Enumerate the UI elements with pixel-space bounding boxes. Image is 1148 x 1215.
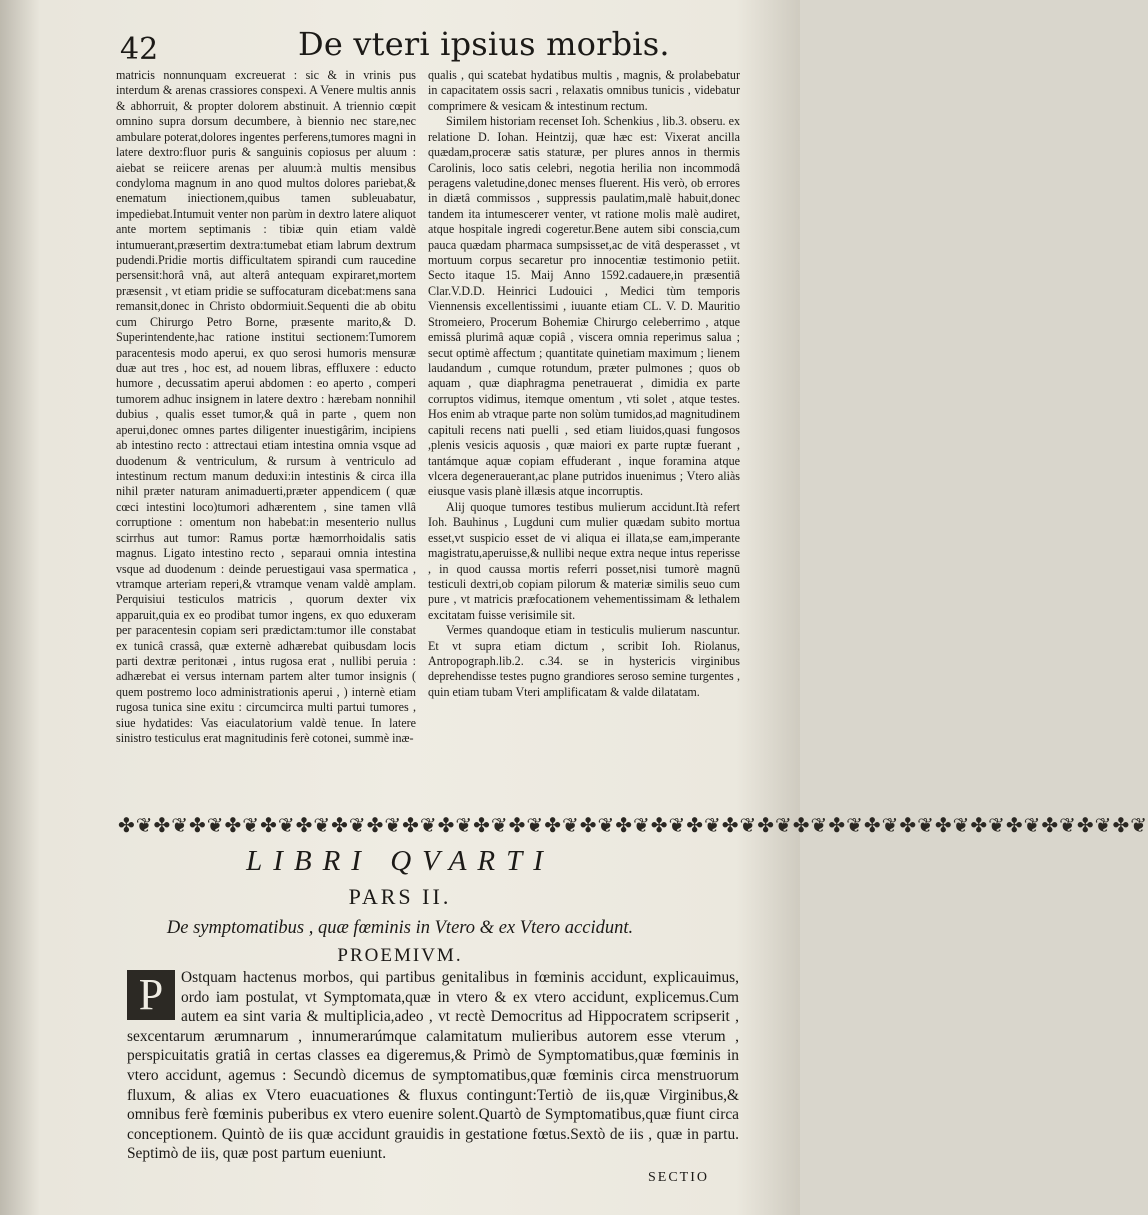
- page-header: [115, 22, 755, 72]
- running-title: De vteri ipsius morbis.: [298, 25, 670, 63]
- right-paragraph: Vermes quandoque etiam in testiculis mulierum nascuntur. Et vt supra etiam dictum , scribit Ioh. Riolanus, Antropograph.lib.2. c.34. se in hystericis virginibus deprehendisse testes pugno grandiores seroso semine turgentes , quin etiam tubam Vteri amplificatam & valde dilatatam.: [428, 623, 740, 699]
- left-column: [116, 68, 416, 747]
- page-number: 42: [120, 32, 159, 67]
- decorated-initial: [127, 970, 175, 1020]
- right-column: [428, 68, 740, 700]
- right-paragraph: Alij quoque tumores testibus mulierum accidunt.Ità refert Ioh. Bauhinus , Lugduni cum mulier quædam subito mortua esset,vt suspicio esset de vi aliqua ei illata,se eam,imperante magistratu,aperuisse,& nullibi neque extra neque intus reperisse , in quod caussa mortis referri posset,nisi tumorè magnū testiculi dextri,ob copiam pilorum & materiæ similis seuo cum pure , vt matricis præfocationem vehementissimam & lethalem excitatam fuisse verisimile sit.: [428, 499, 740, 622]
- part-subtitle: De symptomatibus , quæ fœminis in Vtero & ex Vtero accidunt.: [166, 918, 634, 938]
- catchword: SECTIO: [648, 1170, 709, 1185]
- part-heading: PARS II.: [348, 884, 452, 909]
- initial-letter: P: [138, 970, 164, 1019]
- proemium-paragraph: Ostquam hactenus morbos, qui partibus genitalibus in fœminis accidunt, explicauimus, ordo iam postulat, vt Symptomata,quæ in vtero & ex vtero accidunt, explicemus.Cum autem ea sint varia & multiplicia,adeo , vt rectè Democritus ad Hippocratem scripserit , sexcentarum ærumnarum , innumerarúmque calamitatum mulieribus autorem esse vterum , perspicuitatis gratiâ in certas classes ea digeremus,& Primò de Symptomatibus,quæ fœminis in vtero accidunt, agemus : Secundò dicemus de symptomatibus,quæ fœminis circa menstruorum fluxum, & alias ex Vtero euacuationes & fluxus contingunt:Tertiò de iis,quæ Virginibus,& omnibus ferè fœminis puberibus ex vtero euenire solent.Quartò de Symptomatibus,quæ fiunt circa conceptionem. Quintò de iis quæ accidunt grauidis in gestatione fœtus.Sextò de iis , quæ in partu. Septimò de iis, quæ post partum eueniunt.: [127, 969, 739, 1163]
- fleuron-ornament-band: ✤❦✤❦✤❦✤❦✤❦✤❦✤❦✤❦✤❦✤❦✤❦✤❦✤❦✤❦✤❦✤❦✤❦✤❦✤❦✤❦✤❦✤❦✤❦✤❦✤❦✤❦✤❦✤❦✤❦: [118, 813, 1148, 837]
- left-paragraph: matricis nonnunquam excreuerat : sic & in vrinis pus interdum & arenas crassiores conspexi. A Venere multis annis & abhorruit, & propter dolorem abstinuit. A triennio cœpit omnino supra dorsum decumbere, à biennio nec stare,nec ambulare poterat,dolores ingentes perferens,tumores magni in latere dextro:fluor puris & sanguinis copiosus per aluum : aiebat se reiicere arenas per aluum:à multis mensibus condyloma magnum in ano quod multos dolores pariebat,& enematum iniectionem,quibus tamen subleuabatur, impediebat.Intumuit venter non parùm in dextro latere aliquot ante mortem septimanis : tibiæ quin etiam valdè intumuerant,præsertim dextra:tumebat etiam labrum dextrum pudendi.Pridie mortis difficultatem spirandi cum raucedine persensit:horâ vnâ, aut alterâ antequam expiraret,mortem præsensit , vt etiam pridie se suffocaturam dicebat:mens sana remansit,donec in Christo obdormiuit.Sequenti die ab obitu cum Chirurgo Petro Borne, præsente marito,& D. Superintendente,hac ratione institui sectionem:Tumorem paracentesis modo aperui, ex quo serosi humoris mensuræ duæ aut tres , hoc est, ad nouem libras, effluxere : educto humore , decussatim aperui abdomen : eo aperto , comperi tumorem adhuc insignem in latere dextro : hærebam nonnihil dubius , qualis esset tumor,& quâ in parte , quem non aperui,donec omnes partes diligenter inuestigârim, incipiens ab intestino recto : attrectaui etiam intestina omnia vsque ad duodenum & ventriculum, & rursum à ventriculo ad intestinum rectum manum deduxi:in intestinis & circa illa nihil præter naturam animaduerti,præter appendicem ( quæ cœci intestini loco)tumori adhærentem , sine tamen vllâ corruptione : omentum non habebat:in mesenterio nullus scirrhus aut tumor: Ramus portæ hæmorrhoidalis satis magnus. Ligato intestino recto , separaui omnia intestina vsque ad duodenum : deinde peruestigaui vasa spermatica , vtramque arteriam reperi,& vtramque venam valdè amplam. Perquisiui testiculos matricis , quorum dexter vix apparuit,quia ex eo prodibat tumor ingens, ex quo eduxeram per paracentesin copiam seri prædictam:tumor ille constabat ex tunicâ crassâ, quæ externè adhærebat quibusdam locis parti dextræ peritonæi , intus rugosa erat , nullibi peruia : adhærebat ei versus internam partem alter tumor insignis ( quem postremo loco administrationis aperui , ) internè etiam rugosa tunica sine exitu : circumcirca multi partui tumores , siue hydatides: Vas eiaculatorium valdè tenue. In latere sinistro testiculus erat magnitudinis ferè cotonei, summè inæ-: [116, 68, 416, 746]
- right-paragraph: qualis , qui scatebat hydatibus multis , magnis, & prolabebatur in capacitatem ossis sacri , relaxatis omnibus tunicis , videbatur comprimere & vesicam & intestinum rectum.: [428, 68, 740, 113]
- book-heading: LIBRI QVARTI: [246, 845, 554, 877]
- proemium-text: [127, 968, 739, 1164]
- right-paragraph: Similem historiam recenset Ioh. Schenkius , lib.3. obseru. ex relatione D. Iohan. Heintzij, quæ hæc est: Vixerat ancilla quædam,proceræ satis staturæ, per plures annos in thermis Carolinis, loco satis celebri, negotia herilia non incommodâ peragens valetudine,donec menses fluerent. His verò, ob errores in diætâ commissos , suppressis paulatim,malè habuit,donec tandem ita intumescerет venter, vt ratione molis malè audiret, atque hospitale ingredi cogeretur.Bene autem sibi conscia,cum pauca quædam pharmaca sumpsisset,ac de vitâ desperasset , vt mortuum corpus secaretur pro innocentiæ testimonio petiit. Secto itaque 15. Maij Anno 1592.cadauere,in præsentiâ Clar.V.D.D. Heinrici Ludouici , Medici tùm temporis Viennensis excellentissimi , iuuante etiam CL. V. D. Mauritio Stromeiero, Procerum Bohemiæ Chirurgo celeberrimo , atque emissâ plurimâ aquæ copiâ , viscera omnia reperimus salua ; secut optimè affectum ; quantitate quinetiam maximum ; lienem laudandum , cumque rotundum, præter pulmones ; quos ob aquam , quæ diaphragma penetrauerat , dimidia ex parte corruptos vidimus, itemque omentum , vti solet , atque testes. Hos enim ab vtraque parte non solùm tumidos,ad magnitudinem capituli recens nati puelli , sed etiam liuidos,quasi fungosos ,plenis vesicis aquosis , quæ maiori ex parte ruptæ fuerant , tantámque aquæ copiam effuderant , inque foramina atque vlcera degenerauerant,ac plane putridos inuenimus ; Vtero aliàs eiusque vasis planè illæsis atque incorruptis.: [428, 114, 740, 499]
- proemium-heading: PROEMIVM.: [337, 945, 463, 966]
